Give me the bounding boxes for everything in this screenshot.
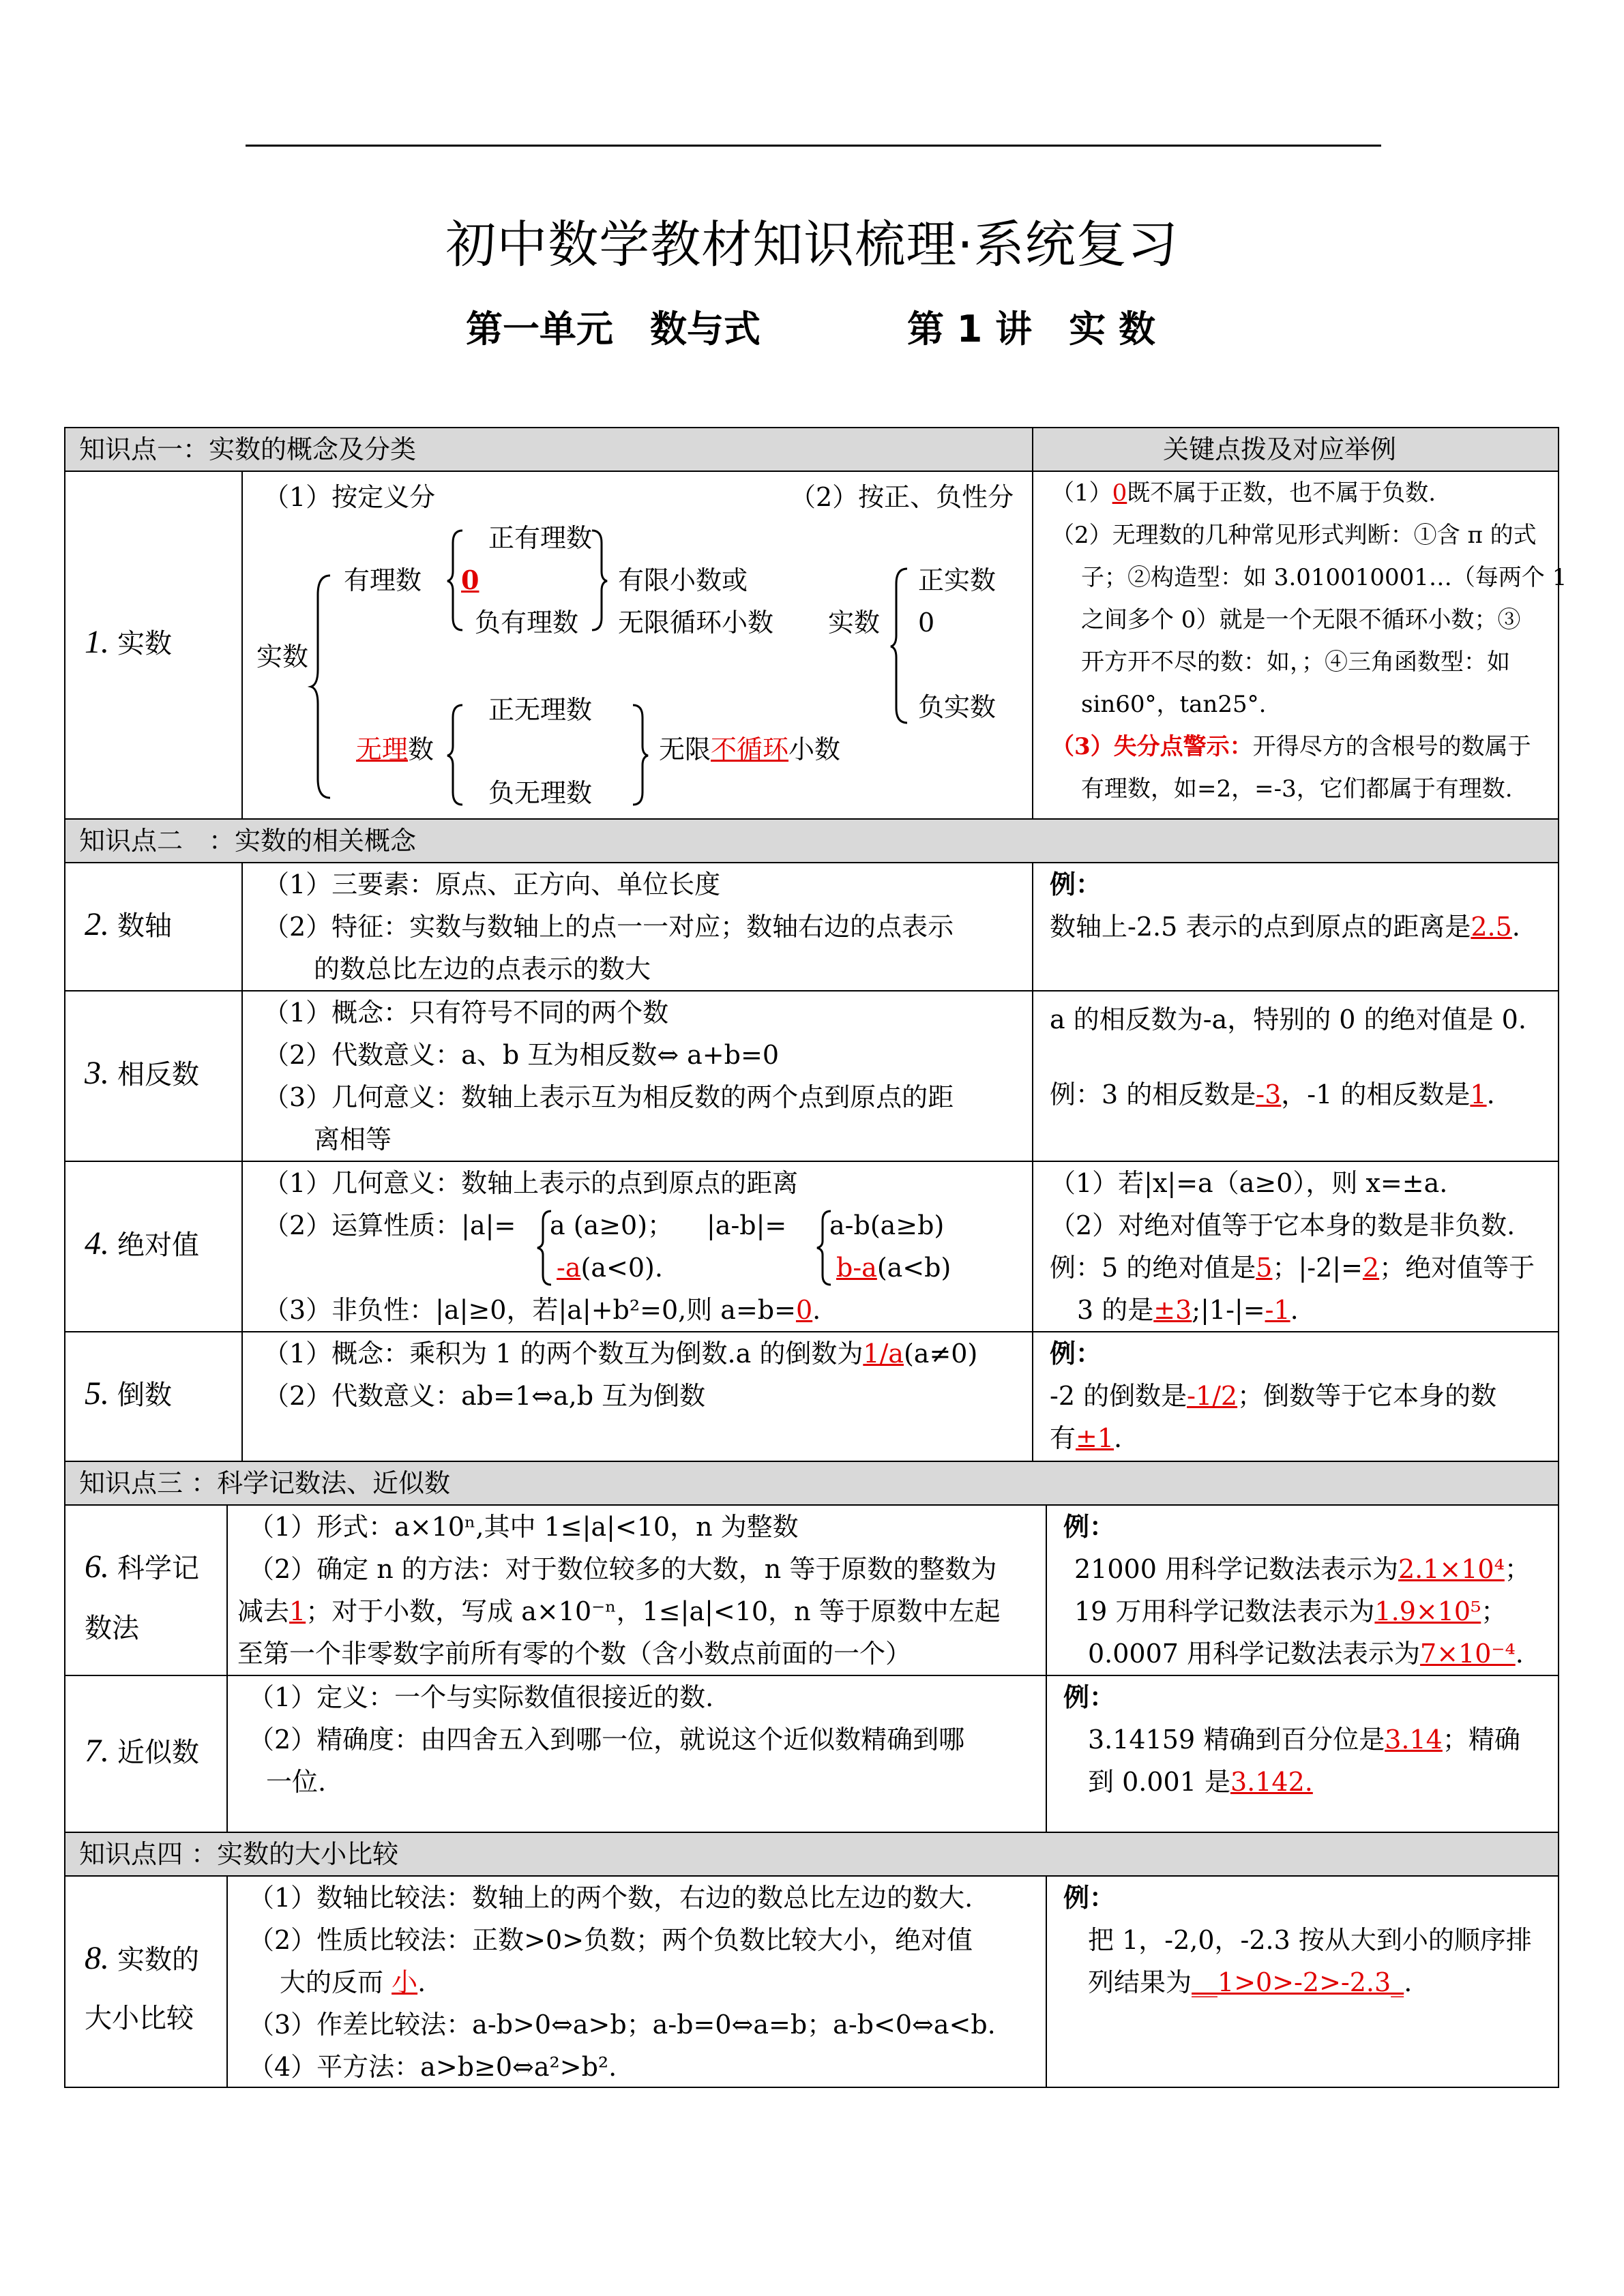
tip3-line2: 有理数，如=2，=-3，它们都属于有理数. [1081,775,1513,803]
opposite-note: a 的相反数为-a，特别的 0 的绝对值是 0. [1050,1004,1526,1034]
row6-number: 6. 科学记 [85,1549,199,1585]
row1-label-cell [64,471,243,820]
abs-example2: 3 的是±3;|1-|=-1. [1077,1295,1299,1325]
approx-definition: （1）定义：一个与实际数值很接近的数. [248,1682,714,1712]
row8-name-cont: 大小比较 [85,2003,194,2034]
row2-label-cell [64,862,243,992]
row4-example-cell [1032,1161,1559,1332]
row4-content-cell [241,1161,1033,1332]
example-label: 例： [1063,1882,1116,1913]
row5-label-cell [64,1331,243,1462]
row3-content-cell [241,990,1033,1162]
tree-pos-irrational: 正无理数 [488,695,593,725]
compare-property: （2）性质比较法：正数>0>负数；两个负数比较大小，绝对值 [248,1925,973,1955]
brace-irrational-right [632,704,648,806]
unit-title: 第一单元 数与式 [466,308,761,351]
brace-rational [447,529,464,631]
tip2-line4: 开方开不尽的数：如，；④三角函数型：如 [1081,648,1510,676]
reciprocal-concept: （1）概念：乘积为 1 的两个数互为倒数.a 的倒数为1/a(a≠0) [263,1339,978,1369]
approx-example1: 3.14159 精确到百分位是3.14；精确 [1088,1725,1520,1755]
abs-diff-label: |a-b|= [707,1210,787,1240]
page-title: 初中数学教材知识梳理·系统复习 [445,215,1179,274]
brace-abs-diff [817,1210,832,1286]
row8-label-cell [64,1875,228,2088]
tip3-line1: （3）失分点警示：开得尽方的含根号的数属于 [1051,733,1531,760]
tips-title: 关键点拨及对应举例 [1163,434,1397,464]
abs-case-neg: -a(a<0). [557,1253,663,1283]
section4-title: 知识点四 ：实数的大小比较 [79,1839,399,1869]
row5-example-cell [1032,1331,1559,1462]
row4-label-cell [64,1161,243,1332]
row5-number: 5. 倒数 [85,1375,172,1412]
row5-content-cell [241,1331,1033,1462]
example-label: 例： [1063,1682,1116,1712]
example-label: 例： [1050,869,1102,899]
opposite-geometric: （3）几何意义：数轴上表示互为相反数的两个点到原点的距 [263,1082,954,1112]
brace-irrational [447,704,464,806]
row1-tips-cell [1032,471,1567,820]
abs-rule-label: （2）运算性质：|a|= [263,1210,516,1240]
compare-property-cont: 大的反而 小. [280,1967,426,1997]
section4-header [64,1832,1559,1877]
opposite-algebraic: （2）代数意义：a、b 互为相反数⇔ a+b=0 [263,1040,779,1070]
section1-header [64,427,1033,472]
row7-label-cell [64,1675,228,1833]
tree-repeating-decimal: 无限循环小数 [618,608,774,638]
compare-numberline: （1）数轴比较法：数轴上的两个数，右边的数总比左边的数大. [248,1883,973,1913]
numberline-elements: （1）三要素：原点、正方向、单位长度 [263,869,721,899]
sci-example1: 21000 用科学记数法表示为2.1×10⁴； [1074,1554,1531,1584]
tree-root: 实数 [256,642,309,672]
numberline-feature-cont: 的数总比左边的点表示的数大 [314,954,651,984]
numberline-example: 数轴上-2.5 表示的点到原点的距离是2.5. [1050,912,1520,942]
row2-content-cell [241,862,1033,992]
compare-example: 把 1，-2,0，-2.3 按从大到小的顺序排 [1088,1925,1532,1955]
row3-number: 3. 相反数 [85,1055,199,1091]
opposite-concept: （1）概念：只有符号不同的两个数 [263,998,669,1028]
approx-precision-cont: 一位. [266,1767,327,1797]
abs-case-pos: a (a≥0)； [550,1210,674,1240]
row1-content-cell [241,471,1033,820]
compare-difference: （3）作差比较法：a-b>0⇔a>b；a-b=0⇔a=b；a-b<0⇔a<b. [248,2010,996,2040]
compare-example-cont: 列结果为__1>0>-2>-2.3_. [1088,1967,1413,1997]
tips-header [1032,427,1559,472]
reciprocal-example1: -2 的倒数是-1/2；倒数等于它本身的数 [1050,1381,1497,1411]
row6-label-cell [64,1504,228,1676]
tree-neg-rational: 负有理数 [475,608,579,638]
section2-title: 知识点二 ：实数的相关概念 [79,826,417,856]
tree-irrational: 无理数 [356,734,434,764]
row6-name-cont: 数法 [85,1613,139,1644]
sci-method-cont: 减去1；对于小数，写成 a×10⁻ⁿ，1≤|a|<10，n 等于原数中左起 [237,1596,1001,1626]
opposite-geometric-cont: 离相等 [314,1124,392,1154]
sci-form: （1）形式：a×10ⁿ,其中 1≤|a|<10，n 为整数 [248,1512,799,1542]
row7-number: 7. 近似数 [85,1733,199,1769]
brace-real2 [891,567,909,724]
row7-content-cell [226,1675,1047,1833]
tree-nonrepeating: 无限不循环小数 [659,734,841,764]
sci-example3: 0.0007 用科学记数法表示为7×10⁻⁴. [1088,1639,1524,1669]
brace-rational-right [591,529,607,631]
top-rule [246,145,1381,147]
sign-classification-label: （2）按正、负性分 [790,482,1014,512]
tip2-line5: sin60°，tan25°. [1081,691,1267,718]
tip2-line3: 之间多个 0）就是一个无限不循环小数；③ [1081,606,1521,633]
abs-example1: 例：5 的绝对值是5；|-2|=2；绝对值等于 [1050,1253,1535,1283]
row3-label-cell [64,990,243,1162]
tree-rational: 有理数 [344,565,422,595]
example-label: 例： [1063,1511,1116,1542]
row2-number: 2. 数轴 [85,906,172,942]
approx-example2: 到 0.001 是3.142. [1088,1767,1313,1797]
reciprocal-example2: 有±1. [1050,1423,1123,1453]
lecture-title: 第 1 讲 实 数 [907,308,1155,351]
row4-number: 4. 绝对值 [85,1225,199,1262]
tree-finite-decimal: 有限小数或 [618,565,748,595]
tree2-zero: 0 [918,608,935,638]
tip2-line1: （2）无理数的几种常见形式判断：①含 π 的式 [1051,522,1537,549]
section3-header [64,1461,1559,1506]
section3-title: 知识点三 ：科学记数法、近似数 [79,1468,451,1498]
sci-method: （2）确定 n 的方法：对于数位较多的大数，n 等于原数的整数为 [248,1554,997,1584]
brace-real [311,574,331,799]
row6-example-cell [1046,1504,1559,1676]
tree2-root: 实数 [828,608,881,638]
row8-content-cell [226,1875,1047,2088]
reciprocal-algebraic: （2）代数意义：ab=1⇔a,b 互为倒数 [263,1381,706,1411]
tip2-line2: 子；②构造型：如 3.010010001…（每两个 1 [1081,564,1567,591]
sci-example2: 19 万用科学记数法表示为1.9×10⁵； [1074,1596,1507,1626]
brace-abs [537,1210,552,1286]
abs-note1: （1）若|x|=a（a≥0），则 x=±a. [1050,1168,1448,1198]
abs-diff-case2: b-a(a<b) [836,1253,951,1283]
abs-note2: （2）对绝对值等于它本身的数是非负数. [1050,1210,1516,1240]
numberline-feature: （2）特征：实数与数轴上的点一一对应；数轴右边的点表示 [263,912,954,942]
example-label: 例： [1050,1338,1102,1369]
sci-method-cont2: 至第一个非零数字前所有零的个数（含小数点前面的一个） [237,1639,912,1669]
approx-precision: （2）精确度：由四舍五入到哪一位，就说这个近似数精确到哪 [248,1725,965,1755]
tip1: （1）0既不属于正数，也不属于负数. [1051,479,1436,507]
row8-number: 8. 实数的 [85,1940,199,1976]
abs-geometric: （1）几何意义：数轴上表示的点到原点的距离 [263,1168,799,1198]
compare-square: （4）平方法：a>b≥0⇔a²>b². [248,2052,617,2082]
tree-zero: 0 [461,565,479,595]
row8-example-cell [1046,1875,1559,2088]
row1-number: 1. 实数 [85,624,172,660]
tree2-pos-real: 正实数 [918,565,996,595]
row3-example-cell [1032,990,1559,1162]
abs-diff-case1: a-b(a≥b) [829,1210,945,1240]
tree-neg-irrational: 负无理数 [488,778,593,808]
section1-title: 知识点一：实数的概念及分类 [79,434,417,464]
opposite-example: 例：3 的相反数是-3，-1 的相反数是1. [1050,1079,1495,1109]
row2-example-cell [1032,862,1559,992]
def-classification-label: （1）按定义分 [263,482,436,512]
tree2-neg-real: 负实数 [918,692,996,722]
section2-header [64,818,1559,863]
row6-content-cell [226,1504,1047,1676]
tree-pos-rational: 正有理数 [488,523,593,553]
abs-nonneg: （3）非负性：|a|≥0，若|a|+b²=0,则 a=b=0. [263,1295,821,1325]
row7-example-cell [1046,1675,1559,1833]
